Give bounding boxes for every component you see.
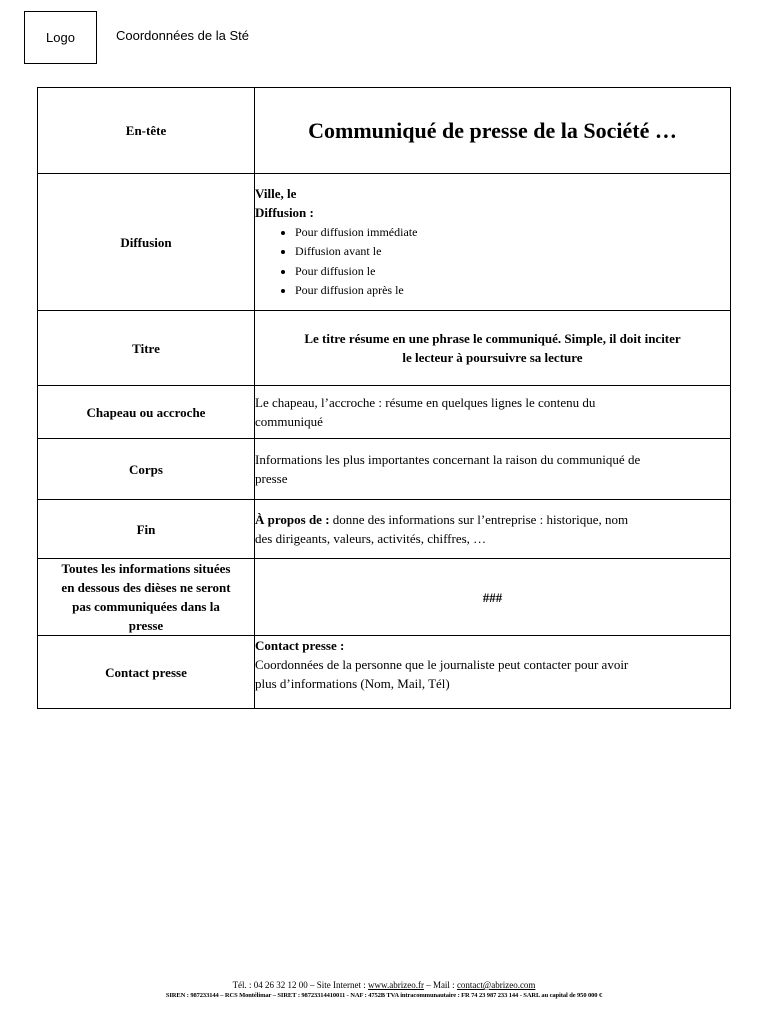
contact-line-2: plus d’informations (Nom, Mail, Tél) [255,676,450,691]
value-corps [255,439,731,500]
label-diffusion: Diffusion [38,174,255,311]
contact-heading: Contact presse : [255,638,345,653]
titre-line-2: le lecteur à poursuivre sa lecture [402,350,583,365]
dieses-label-line: presse [128,618,164,633]
chapeau-line-2: communiqué [255,414,323,429]
value-titre [255,311,731,386]
list-item: • Pour diffusion le [295,262,730,282]
list-item: • Pour diffusion immédiate [295,223,730,243]
list-item: • Diffusion avant le [295,242,730,262]
footer-phone-text: Tél. : 04 26 32 12 00 – Site Internet : [232,980,369,990]
label-entete: En-tête [38,88,255,174]
titre-line-1: Le titre résume en une phrase le communiqué. Simple, il doit inciter [304,331,681,346]
value-chapeau [255,386,731,439]
diffusion-list [255,223,730,301]
row-contact [38,636,731,709]
contact-line-1: Coordonnées de la personne que le journaliste peut contacter pour avoir [255,657,629,672]
corps-line-1: Informations les plus importantes concernant la raison du communiqué de [255,452,641,467]
row-dieses [38,559,731,636]
chapeau-line-1: Le chapeau, l’accroche : résume en quelques lignes le contenu du [255,395,596,410]
row-entete [38,88,731,174]
company-details: Coordonnées de la Sté [116,28,249,43]
dieses-label-line: en dessous des dièses ne seront [61,580,231,595]
label-corps: Corps [38,439,255,500]
footer-legal-line: SIREN : 987233144 – RCS Montélimar – SIRET : 98723314410011 - NAF : 4752B TVA intracommunautaire : FR 74 23 987 233 144 - SARL au capital de 950 000 € [165,992,603,999]
logo-label: Logo [46,30,75,45]
label-chapeau: Chapeau ou accroche [38,386,255,439]
label-contact: Contact presse [38,636,255,709]
label-titre: Titre [38,311,255,386]
fin-line-1 [255,510,730,529]
fin-line-2: des dirigeants, valeurs, activités, chiffres, … [255,531,487,546]
value-fin [255,500,731,559]
value-diffusion [255,174,731,311]
row-fin [38,500,731,559]
press-release-title: Communiqué de presse de la Société … [308,117,677,143]
logo-box [24,11,97,64]
diffusion-heading: Diffusion : [255,204,314,220]
footer-mail-text: – Mail : [423,980,457,990]
website-link[interactable]: www.abrizeo.fr [368,980,424,990]
dieses-label-line: pas communiquées dans la [72,599,220,614]
row-corps [38,439,731,500]
email-link[interactable]: contact@abrizeo.com [456,980,536,990]
value-dieses: ### [255,559,731,636]
corps-line-2: presse [255,471,288,486]
label-dieses [38,559,255,636]
row-titre [38,311,731,386]
list-item: • Pour diffusion après le [295,281,730,301]
fin-text: donne des informations sur l’entreprise : historique, nom [329,512,629,527]
label-fin: Fin [38,500,255,559]
footer-contact-line [0,980,768,990]
dieses-label-line: Toutes les informations situées [61,561,231,576]
press-release-template-table [37,87,731,709]
fin-lead: À propos de : [255,512,330,527]
value-contact [255,636,731,709]
row-diffusion [38,174,731,311]
value-entete [255,88,731,174]
row-chapeau [38,386,731,439]
diffusion-city: Ville, le [255,185,297,201]
